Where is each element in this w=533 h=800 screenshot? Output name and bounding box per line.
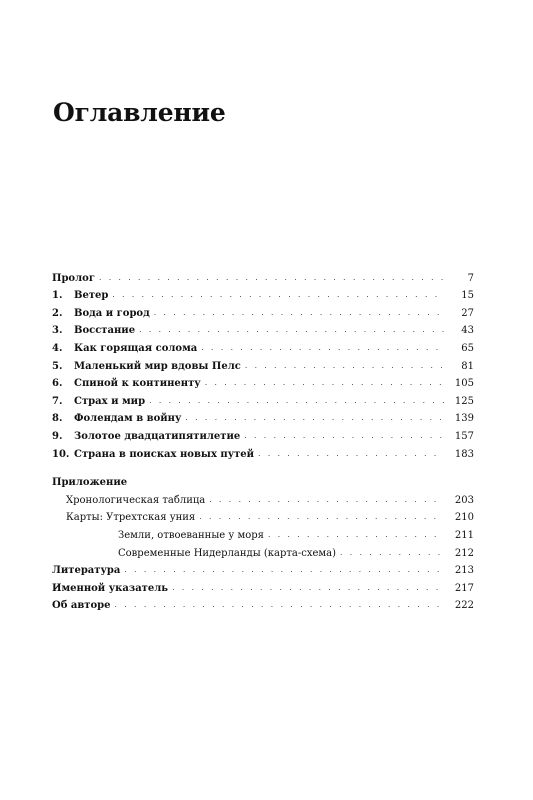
toc-entry-chapter-9 xyxy=(52,424,474,442)
toc-entry-label: Восстание xyxy=(74,325,136,337)
toc-entry-page: 125 xyxy=(454,395,474,407)
dot-leader xyxy=(201,342,444,354)
toc-entry-page: 81 xyxy=(461,360,474,372)
toc-entry-label: Золотое двадцатипятилетие xyxy=(74,430,241,442)
toc-entry-label: Литература xyxy=(52,565,121,577)
dot-leader xyxy=(154,307,444,319)
toc-entry-page: 217 xyxy=(454,582,474,594)
dot-leader xyxy=(149,395,444,407)
chapter-number: 7. xyxy=(52,395,63,407)
appendix-item xyxy=(52,488,474,506)
toc-entry-label: Страх и мир xyxy=(74,395,146,407)
chapter-number: 5. xyxy=(52,360,63,372)
toc-entry-label: Ветер xyxy=(74,290,109,302)
toc-entry-page: 157 xyxy=(454,430,474,442)
toc-entry-label: Хронологическая таблица xyxy=(66,494,206,506)
toc-entry-chapter-8 xyxy=(52,407,474,425)
toc-entry-page: 213 xyxy=(454,565,474,577)
page-title: Оглавление xyxy=(53,98,226,127)
appendix-subitem xyxy=(52,523,474,541)
chapter-number: 10. xyxy=(52,448,70,460)
toc-entry-literature xyxy=(52,559,474,577)
toc-entry-chapter-2 xyxy=(52,301,474,319)
dot-leader xyxy=(115,599,444,611)
toc-entry-chapter-6 xyxy=(52,372,474,390)
dot-leader xyxy=(244,430,444,442)
appendix-item xyxy=(52,506,474,524)
dot-leader xyxy=(340,547,444,559)
toc-entry-chapter-5 xyxy=(52,354,474,372)
toc-entry-page: 210 xyxy=(454,512,474,524)
chapter-number: 4. xyxy=(52,342,63,354)
toc-entry-page: 211 xyxy=(454,529,474,541)
dot-leader xyxy=(268,529,444,541)
toc-entry-label: Фолендам в войну xyxy=(74,413,182,425)
toc-entry-label: Земли, отвоеванные у моря xyxy=(118,529,264,541)
toc-entry-label: Карты: Утрехтская уния xyxy=(66,512,196,524)
chapter-number: 6. xyxy=(52,378,63,390)
toc-entry-chapter-1 xyxy=(52,284,474,302)
chapter-number: 2. xyxy=(52,307,63,319)
section-spacer xyxy=(52,460,474,471)
toc-entry-page: 183 xyxy=(454,448,474,460)
toc-entry-page: 203 xyxy=(454,494,474,506)
toc-entry-page: 139 xyxy=(454,413,474,425)
chapter-number: 3. xyxy=(52,325,63,337)
toc-entry-page: 222 xyxy=(454,600,474,612)
dot-leader xyxy=(245,360,444,372)
dot-leader xyxy=(112,289,444,301)
dot-leader xyxy=(99,272,444,284)
toc-entry-page: 15 xyxy=(461,290,474,302)
chapter-number: 9. xyxy=(52,430,63,442)
toc-entry-chapter-7 xyxy=(52,389,474,407)
toc-entry-page: 43 xyxy=(461,325,474,337)
toc-entry-label: Современные Нидерланды (карта-схема) xyxy=(118,547,337,559)
dot-leader xyxy=(139,324,444,336)
toc-entry-page: 65 xyxy=(461,342,474,354)
toc-entry-label: Как горящая солома xyxy=(74,342,198,354)
toc-entry-chapter-10 xyxy=(52,442,474,460)
toc-entry-label: Маленький мир вдовы Пелс xyxy=(74,360,241,372)
toc-entry-page: 105 xyxy=(454,378,474,390)
appendix-subitem xyxy=(52,541,474,559)
toc-entry-label: Спиной к континенту xyxy=(74,378,201,390)
toc-entry-label: Пролог xyxy=(52,272,95,284)
appendix-heading xyxy=(52,471,474,489)
toc-entry-label: Об авторе xyxy=(52,600,111,612)
toc-entry-page: 7 xyxy=(467,272,474,284)
toc-entry-name-index xyxy=(52,576,474,594)
dot-leader xyxy=(199,511,444,523)
chapter-number: 1. xyxy=(52,290,63,302)
toc-entry-label: Вода и город xyxy=(74,307,150,319)
toc-entry-prologue xyxy=(52,266,474,284)
dot-leader xyxy=(172,582,444,594)
toc-entry-page: 27 xyxy=(461,307,474,319)
appendix-heading-label: Приложение xyxy=(52,477,128,489)
toc-entry-label: Страна в поисках новых путей xyxy=(74,448,255,460)
table-of-contents xyxy=(52,266,474,611)
toc-entry-chapter-4 xyxy=(52,336,474,354)
dot-leader xyxy=(258,448,444,460)
chapter-number: 8. xyxy=(52,413,63,425)
toc-entry-label: Именной указатель xyxy=(52,582,169,594)
dot-leader xyxy=(205,377,444,389)
dot-leader xyxy=(185,412,444,424)
toc-entry-about-author xyxy=(52,594,474,612)
toc-entry-chapter-3 xyxy=(52,319,474,337)
dot-leader xyxy=(209,494,444,506)
dot-leader xyxy=(124,564,444,576)
toc-entry-page: 212 xyxy=(454,547,474,559)
